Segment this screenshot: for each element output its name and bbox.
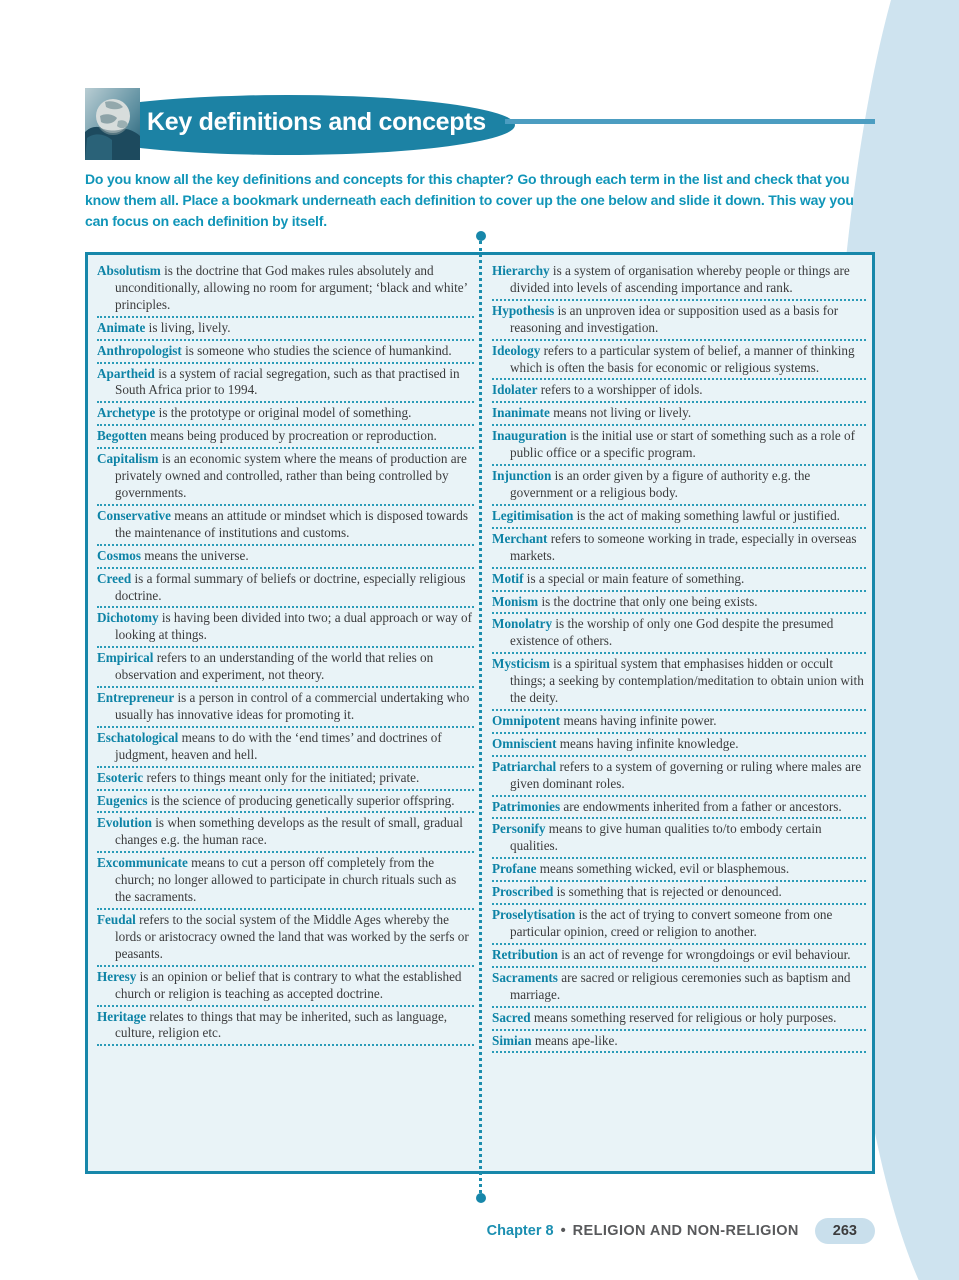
definition-entry: Entrepreneur is a person in control of a commercial undertaking who usually has innovative ideas for promoting it. xyxy=(97,688,474,728)
definition-term: Mysticism xyxy=(492,656,550,672)
definition-term: Esoteric xyxy=(97,769,144,785)
definition-entry: Injunction is an order given by a figure of authority e.g. the government or a religious body. xyxy=(492,466,866,506)
definition-term: Retribution xyxy=(492,946,558,962)
page-footer xyxy=(487,1218,875,1244)
definition-term: Capitalism xyxy=(97,451,159,467)
definition-entry: Dichotomy is having been divided into two; a dual approach or way of looking at things. xyxy=(97,608,474,648)
definition-entry: Evolution is when something develops as the result of small, gradual changes e.g. the human race. xyxy=(97,813,474,853)
definition-term: Injunction xyxy=(492,468,552,484)
definitions-column-right xyxy=(480,255,872,1171)
definition-entry: Feudal refers to the social system of the Middle Ages whereby the lords or aristocracy owned the land that was worked by the serfs or peasants. xyxy=(97,910,474,967)
definition-entry: Anthropologist is someone who studies the science of humankind. xyxy=(97,341,474,364)
definitions-column-left xyxy=(88,255,480,1171)
page-number-badge: 263 xyxy=(815,1218,875,1244)
definition-entry: Heresy is an opinion or belief that is contrary to what the established church or religion is teaching as accepted doctrine. xyxy=(97,967,474,1007)
definition-entry: Esoteric refers to things meant only for the initiated; private. xyxy=(97,768,474,791)
definition-term: Archetype xyxy=(97,405,156,421)
definition-entry: Eugenics is the science of producing genetically superior offspring. xyxy=(97,791,474,814)
definition-term: Sacraments xyxy=(492,969,558,985)
definition-term: Profane xyxy=(492,861,537,877)
definition-entry: Hierarchy is a system of organisation whereby people or things are divided into levels of ascending importance and rank. xyxy=(492,261,866,301)
definition-entry: Omnipotent means having infinite power. xyxy=(492,711,866,734)
definition-term: Proscribed xyxy=(492,884,554,900)
intro-paragraph: Do you know all the key definitions and concepts for this chapter? Go through each term in the list and check that you know them all. Place a bookmark underneath each definition to cover up the one below and slide it down. This way you can focus on each definition by itself. xyxy=(85,171,854,229)
definition-entry: Eschatological means to do with the ‘end times’ and doctrines of judgment, heaven and hell. xyxy=(97,728,474,768)
definition-term: Hypothesis xyxy=(492,302,555,318)
definition-entry: Merchant refers to someone working in trade, especially in overseas markets. xyxy=(492,529,866,569)
definition-entry: Motif is a special or main feature of something. xyxy=(492,569,866,592)
definition-term: Inanimate xyxy=(492,405,550,421)
definition-term: Legitimisation xyxy=(492,507,574,523)
footer-bullet: • xyxy=(560,1223,566,1239)
definition-entry: Creed is a formal summary of beliefs or doctrine, especially religious doctrine. xyxy=(97,569,474,609)
definition-entry: Capitalism is an economic system where the means of production are privately owned and controlled, rather than being controlled by governments. xyxy=(97,449,474,506)
definition-term: Merchant xyxy=(492,530,548,546)
definition-entry: Idolater refers to a worshipper of idols. xyxy=(492,380,866,403)
definition-entry: Excommunicate means to cut a person off completely from the church; no longer allowed to participate in church rituals such as the sacraments. xyxy=(97,853,474,910)
definition-term: Patrimonies xyxy=(492,798,561,814)
definition-term: Conservative xyxy=(97,507,171,523)
definition-term: Sacred xyxy=(492,1009,531,1025)
definitions-box xyxy=(85,252,875,1174)
definition-entry: Personify means to give human qualities to/to embody certain qualities. xyxy=(492,819,866,859)
definition-entry: Profane means something wicked, evil or blasphemous. xyxy=(492,859,866,882)
definition-term: Eschatological xyxy=(97,729,179,745)
definition-term: Empirical xyxy=(97,650,154,666)
definition-term: Cosmos xyxy=(97,547,141,563)
globe-icon xyxy=(85,88,140,160)
header-banner xyxy=(85,88,875,164)
divider-dot-top xyxy=(476,231,486,241)
definition-term: Feudal xyxy=(97,912,136,927)
definition-entry: Sacraments are sacred or religious ceremonies such as baptism and marriage. xyxy=(492,968,866,1008)
definition-term: Proselytisation xyxy=(492,907,576,923)
definition-term: Monolatry xyxy=(492,616,553,632)
column-divider xyxy=(479,241,482,1193)
definition-entry: Monism is the doctrine that only one being exists. xyxy=(492,592,866,615)
definition-term: Heresy xyxy=(97,968,137,984)
definition-term: Animate xyxy=(97,319,146,335)
definition-entry: Retribution is an act of revenge for wrongdoings or evil behaviour. xyxy=(492,945,866,968)
definition-term: Excommunicate xyxy=(97,855,188,871)
definition-term: Patriarchal xyxy=(492,758,557,774)
definition-term: Personify xyxy=(492,821,546,837)
definition-entry: Archetype is the prototype or original model of something. xyxy=(97,403,474,426)
definition-term: Motif xyxy=(492,570,524,586)
definition-entry: Ideology refers to a particular system of belief, a manner of thinking which is often the basis for economic or religious systems. xyxy=(492,341,866,381)
definition-entry: Simian means ape-like. xyxy=(492,1031,866,1054)
definition-term: Heritage xyxy=(97,1008,147,1024)
definition-term: Ideology xyxy=(492,342,541,358)
definition-entry: Heritage relates to things that may be inherited, such as language, culture, religion etc. xyxy=(97,1007,474,1047)
definition-term: Absolutism xyxy=(97,263,161,278)
definition-term: Evolution xyxy=(97,815,152,831)
definition-entry: Empirical refers to an understanding of the world that relies on observation and experiment, not theory. xyxy=(97,648,474,688)
definition-term: Omnipotent xyxy=(492,712,561,728)
definition-entry: Inauguration is the initial use or start of something such as a role of public office or a specific program. xyxy=(492,426,866,466)
definition-entry: Apartheid is a system of racial segregation, such as that practised in South Africa prior to 1994. xyxy=(97,364,474,404)
definition-entry: Conservative means an attitude or mindset which is disposed towards the maintenance of institutions and customs. xyxy=(97,506,474,546)
definition-entry: Absolutism is the doctrine that God makes rules absolutely and unconditionally, allowing no room for argument; ‘black and white’ principles. xyxy=(97,261,474,318)
page-title: Key definitions and concepts xyxy=(147,108,486,136)
divider-dot-bottom xyxy=(476,1193,486,1203)
definition-term: Eugenics xyxy=(97,792,148,808)
definition-term: Creed xyxy=(97,570,132,586)
definition-term: Omniscient xyxy=(492,735,557,751)
definition-entry: Omniscient means having infinite knowledge. xyxy=(492,734,866,757)
definition-term: Dichotomy xyxy=(97,610,159,626)
definition-term: Inauguration xyxy=(492,428,567,444)
definition-term: Simian xyxy=(492,1032,532,1048)
definition-entry: Mysticism is a spiritual system that emphasises hidden or occult things; a seeking by contemplation/meditation to obtain union with the deity. xyxy=(492,654,866,711)
definition-term: Monism xyxy=(492,593,539,609)
definition-entry: Proscribed is something that is rejected or denounced. xyxy=(492,882,866,905)
banner-rule xyxy=(505,119,875,124)
definition-entry: Legitimisation is the act of making something lawful or justified. xyxy=(492,506,866,529)
chapter-label: Chapter 8 xyxy=(486,1223,554,1239)
definition-entry: Cosmos means the universe. xyxy=(97,546,474,569)
definition-entry: Begotten means being produced by procreation or reproduction. xyxy=(97,426,474,449)
definition-term: Anthropologist xyxy=(97,342,182,358)
definition-entry: Patrimonies are endowments inherited from a father or ancestors. xyxy=(492,797,866,820)
definition-entry: Hypothesis is an unproven idea or supposition used as a basis for reasoning and investigation. xyxy=(492,301,866,341)
definition-entry: Animate is living, lively. xyxy=(97,318,474,341)
definition-entry: Sacred means something reserved for religious or holy purposes. xyxy=(492,1008,866,1031)
chapter-title: RELIGION AND NON-RELIGION xyxy=(572,1223,799,1239)
definition-term: Entrepreneur xyxy=(97,690,175,706)
definition-entry: Monolatry is the worship of only one God despite the presumed existence of others. xyxy=(492,614,866,654)
definition-term: Apartheid xyxy=(97,365,155,381)
definition-entry: Proselytisation is the act of trying to convert someone from one particular opinion, creed or religion to another. xyxy=(492,905,866,945)
definition-entry: Patriarchal refers to a system of governing or ruling where males are given dominant roles. xyxy=(492,757,866,797)
definition-term: Hierarchy xyxy=(492,263,550,278)
definition-term: Idolater xyxy=(492,382,538,398)
definition-term: Begotten xyxy=(97,428,147,444)
definition-entry: Inanimate means not living or lively. xyxy=(492,403,866,426)
